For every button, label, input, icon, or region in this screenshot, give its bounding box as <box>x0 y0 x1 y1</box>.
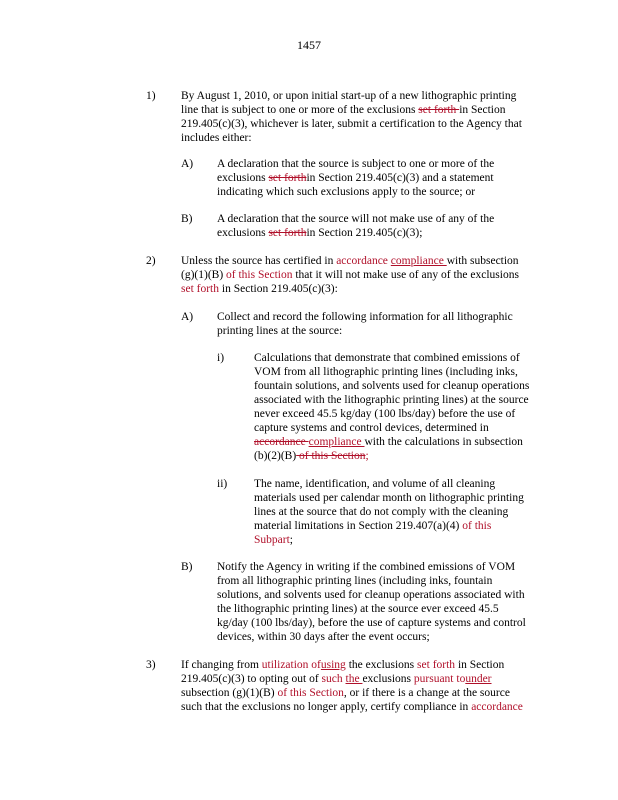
inserted-text: compliance <box>308 436 365 448</box>
item-2Ai-number: i) <box>217 352 225 364</box>
inserted-text: Subpart <box>254 534 290 546</box>
text: material limitations in Section 219.407(a)(4) <box>254 520 463 532</box>
inserted-text: set forth <box>181 283 222 295</box>
item-1B-line-1: A declaration that the source will not make use of any of the <box>217 213 495 225</box>
item-2Ai-line-7 <box>254 435 523 449</box>
inserted-text: set forth <box>417 659 458 671</box>
item-3-number: 3) <box>146 659 156 671</box>
text: ; <box>289 534 293 546</box>
item-2A-line-1: Collect and record the following information for all lithographic <box>217 311 513 323</box>
item-2Ai-line-2: VOM from all lithographic printing lines (including inks, <box>254 366 518 378</box>
item-2B-line-1: Notify the Agency in writing if the combined emissions of VOM <box>217 561 516 573</box>
item-3-line-4 <box>181 700 523 714</box>
item-1B-line-2 <box>217 226 422 240</box>
text: with subsection <box>446 255 519 267</box>
text: (g)(1)(B) <box>181 269 227 281</box>
item-1A-line-1: A declaration that the source is subject to one or more of the <box>217 158 495 170</box>
item-3-line-3 <box>181 686 510 700</box>
inserted-text: pursuant to <box>413 673 466 685</box>
text: exclusions <box>217 227 269 239</box>
item-2B-line-4: the lithographic printing lines) at the source ever exceed 45.5 <box>217 603 499 615</box>
text: Unless the source has certified in <box>181 255 337 267</box>
page-number: 1457 <box>297 38 321 52</box>
item-2Ai-line-1: Calculations that demonstrate that combined emissions of <box>254 352 520 364</box>
inserted-text: the <box>345 673 363 685</box>
inserted-text: utilization of <box>261 659 321 671</box>
inserted-text: under <box>465 673 492 685</box>
inserted-text: ; <box>365 450 369 462</box>
item-2B-number: B) <box>181 561 193 573</box>
item-1-line-1: By August 1, 2010, or upon initial start-up of a new lithographic printing <box>181 90 517 102</box>
text: If changing from <box>181 659 262 671</box>
text: subsection (g)(1)(B) <box>181 687 278 699</box>
item-2-line-3 <box>181 282 338 296</box>
item-2Ai-line-8 <box>254 449 369 463</box>
item-2Ai-line-3: fountain solutions, and solvents used for cleanup operations <box>254 380 530 392</box>
item-2Ai-line-5: never exceed 45.5 kg/day (100 lbs/day) before the use of <box>254 408 516 420</box>
text: in Section 219.405(c)(3) and a statement <box>306 172 494 184</box>
item-2B-line-6: devices, within 30 days after the event occurs; <box>217 631 430 643</box>
text: in Section 219.405(c)(3): <box>221 283 338 295</box>
text: in Section <box>457 659 505 671</box>
item-2Aii-line-4 <box>254 519 491 533</box>
inserted-text: of this <box>462 520 492 532</box>
item-2-number: 2) <box>146 255 156 267</box>
text: with the calculations in subsection <box>364 436 523 448</box>
inserted-text: accordance <box>336 255 391 267</box>
item-2Ai-line-4: associated with the lithographic printing lines) at the source <box>254 394 529 406</box>
deleted-text: set forth <box>268 227 307 239</box>
item-2Ai-line-6: capture systems and control devices, determined in <box>254 422 489 434</box>
text: in Section <box>459 104 506 116</box>
item-2B-line-5: kg/day (100 lbs/day), before the use of capture systems and control <box>217 617 526 629</box>
inserted-text: of this Section <box>226 269 293 281</box>
item-2Aii-line-2: materials used per calendar month on lithographic printing <box>254 492 524 504</box>
inserted-text: using <box>320 659 346 671</box>
item-1-line-4: includes either: <box>181 132 252 144</box>
inserted-text: compliance <box>390 255 447 267</box>
item-1-line-3: 219.405(c)(3), whichever is later, submit a certification to the Agency that <box>181 118 522 130</box>
deleted-text: set forth <box>268 172 307 184</box>
item-1A-line-2 <box>217 171 494 185</box>
inserted-text: of this Section <box>277 687 344 699</box>
item-1A-line-3: indicating which such exclusions apply to the source; or <box>217 186 476 198</box>
item-1A-number: A) <box>181 158 194 170</box>
text: that it will not make use of any of the exclusions <box>292 269 519 281</box>
text: , or if there is a change at the source <box>343 687 510 699</box>
inserted-text: such <box>321 673 346 685</box>
item-2Aii-number: ii) <box>217 478 228 490</box>
item-2B-line-3: solutions, and solvents used for cleanup operations associated with <box>217 589 525 601</box>
text: the exclusions <box>345 659 418 671</box>
item-2A-number: A) <box>181 311 194 323</box>
item-2-line-2 <box>181 268 519 282</box>
text: exclusions <box>217 172 269 184</box>
deleted-text: set forth <box>418 104 460 116</box>
text: line that is subject to one or more of the exclusions <box>181 104 419 116</box>
text: in Section 219.405(c)(3); <box>306 227 423 239</box>
text: (b)(2)(B) <box>254 450 297 462</box>
item-1B-number: B) <box>181 213 193 225</box>
item-2A-line-2: printing lines at the source: <box>217 325 343 337</box>
text: 219.405(c)(3) to opting out of <box>181 673 322 685</box>
inserted-text: accordance <box>471 701 523 713</box>
item-2Aii-line-1: The name, identification, and volume of all cleaning <box>254 478 496 490</box>
deleted-text: accordance <box>254 436 309 448</box>
item-2Aii-line-3: lines at the source that do not comply with the cleaning <box>254 506 509 518</box>
item-2B-line-2: from all lithographic printing lines (including inks, fountain <box>217 575 493 587</box>
item-1-line-2 <box>181 103 506 117</box>
item-2Aii-line-5 <box>254 533 293 547</box>
deleted-text: of this Section <box>296 450 366 462</box>
text: such that the exclusions no longer apply, certify compliance in <box>181 701 472 713</box>
item-2-line-1 <box>181 254 519 268</box>
item-3-line-1 <box>181 658 504 672</box>
item-1-number: 1) <box>146 90 156 102</box>
text: exclusions <box>362 673 414 685</box>
item-3-line-2 <box>181 672 492 686</box>
